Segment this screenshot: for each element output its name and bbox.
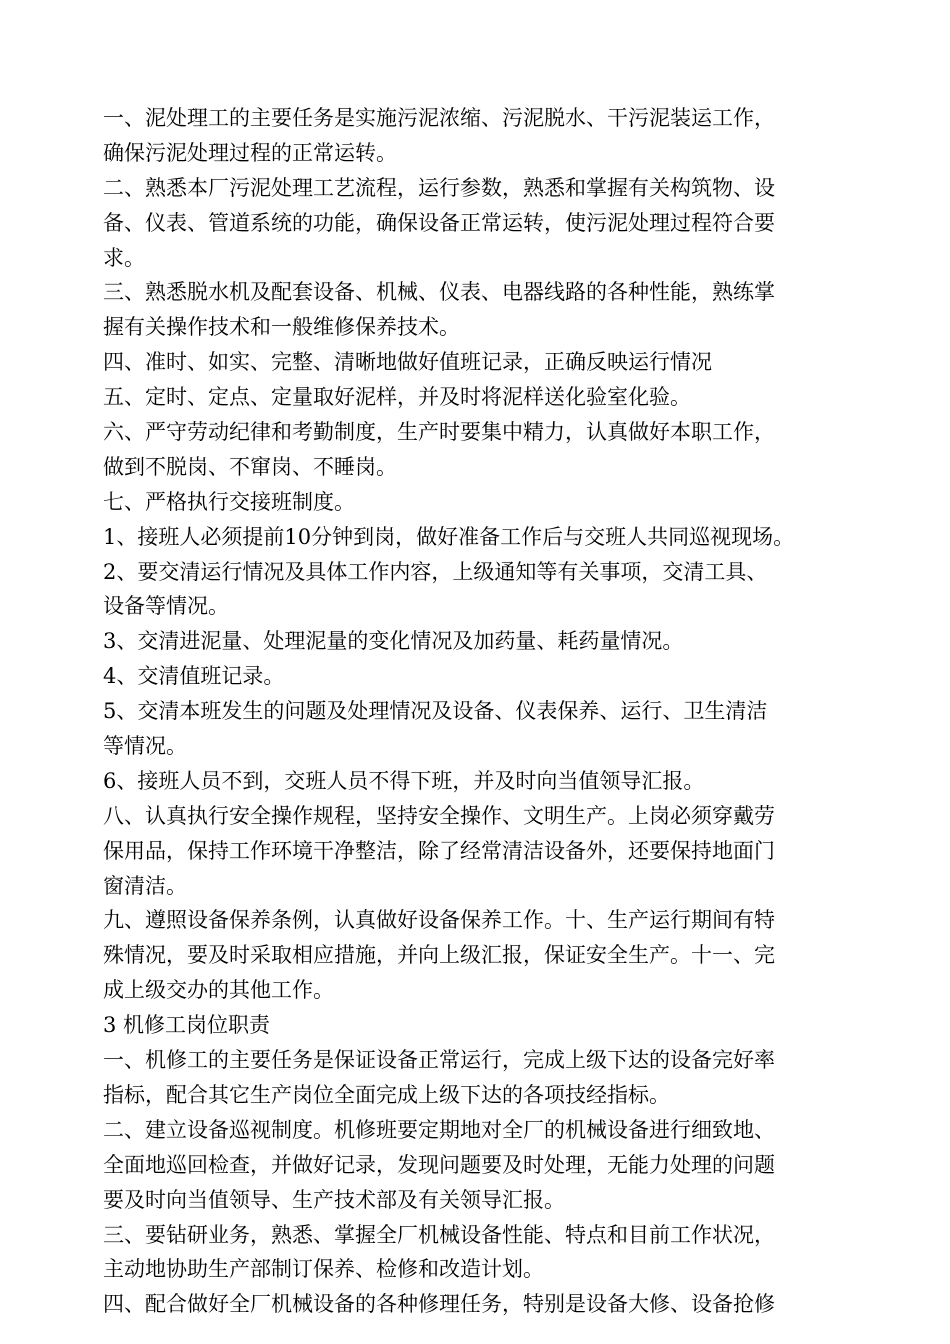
text-line: 六、严守劳动纪律和考勤制度，生产时要集中精力，认真做好本职工作， <box>103 420 775 445</box>
text-line: 备、仪表、管道系统的功能，确保设备正常运转，使污泥处理过程符合要 <box>103 210 775 235</box>
text-line: 3、交清进泥量、处理泥量的变化情况及加药量、耗药量情况。 <box>103 629 684 654</box>
text-line: 二、熟悉本厂污泥处理工艺流程，运行参数，熟悉和掌握有关构筑物、设 <box>103 175 775 200</box>
text-line: 四、配合做好全厂机械设备的各种修理任务，特别是设备大修、设备抢修 <box>103 1292 775 1317</box>
text-line: 保用品，保持工作环境干净整洁，除了经常清洁设备外，还要保持地面门 <box>103 838 775 863</box>
text-line: 指标，配合其它生产岗位全面完成上级下达的各项技经指标。 <box>103 1082 670 1107</box>
text-line: 八、认真执行安全操作规程，坚持安全操作、文明生产。上岗必须穿戴劳 <box>103 803 775 828</box>
text-line: 一、泥处理工的主要任务是实施污泥浓缩、污泥脱水、干污泥装运工作， <box>103 106 775 130</box>
text-line: 三、熟悉脱水机及配套设备、机械、仪表、电器线路的各种性能，熟练掌 <box>103 280 775 305</box>
text-line: 1、接班人必须提前10分钟到岗，做好准备工作后与交班人共同巡视现场。 <box>103 524 795 549</box>
text-line: 5、交清本班发生的问题及处理情况及设备、仪表保养、运行、卫生清洁 <box>103 699 768 724</box>
text-line: 求。 <box>103 245 145 270</box>
text-line: 要及时向当值领导、生产技术部及有关领导汇报。 <box>103 1187 565 1212</box>
document-body <box>103 101 863 1322</box>
text-line: 窗清洁。 <box>103 873 187 898</box>
text-line: 成上级交办的其他工作。 <box>103 978 334 1003</box>
text-line: 确保污泥处理过程的正常运转。 <box>103 140 397 165</box>
text-line: 三、要钻研业务，熟悉、掌握全厂机械设备性能、特点和目前工作状况， <box>103 1222 775 1247</box>
text-line: 2、要交清运行情况及具体工作内容，上级通知等有关事项，交清工具、 <box>103 559 768 584</box>
text-line: 四、准时、如实、完整、清晰地做好值班记录，正确反映运行情况 <box>103 350 712 375</box>
text-line: 4、交清值班记录。 <box>103 664 285 689</box>
text-line: 6、接班人员不到，交班人员不得下班，并及时向当值领导汇报。 <box>103 768 705 793</box>
text-line: 殊情况，要及时采取相应措施，并向上级汇报，保证安全生产。十一、完 <box>103 943 775 968</box>
text-line: 做到不脱岗、不窜岗、不睡岗。 <box>103 454 397 479</box>
text-line: 七、严格执行交接班制度。 <box>103 489 355 514</box>
text-line: 全面地巡回检查，并做好记录，发现问题要及时处理，无能力处理的问题 <box>103 1152 775 1177</box>
text-line: 主动地协助生产部制订保养、检修和改造计划。 <box>103 1257 544 1282</box>
text-line: 九、遵照设备保养条例，认真做好设备保养工作。十、生产运行期间有特 <box>103 908 775 933</box>
text-line: 设备等情况。 <box>103 594 229 619</box>
text-line: 一、机修工的主要任务是保证设备正常运行，完成上级下达的设备完好率 <box>103 1048 775 1073</box>
text-line: 握有关操作技术和一般维修保养技术。 <box>103 315 460 340</box>
text-line: 五、定时、定点、定量取好泥样，并及时将泥样送化验室化验。 <box>103 385 691 410</box>
section-heading: 3 机修工岗位职责 <box>103 1013 271 1038</box>
text-line: 等情况。 <box>103 734 187 759</box>
text-line: 二、建立设备巡视制度。机修班要定期地对全厂的机械设备进行细致地、 <box>103 1117 775 1142</box>
